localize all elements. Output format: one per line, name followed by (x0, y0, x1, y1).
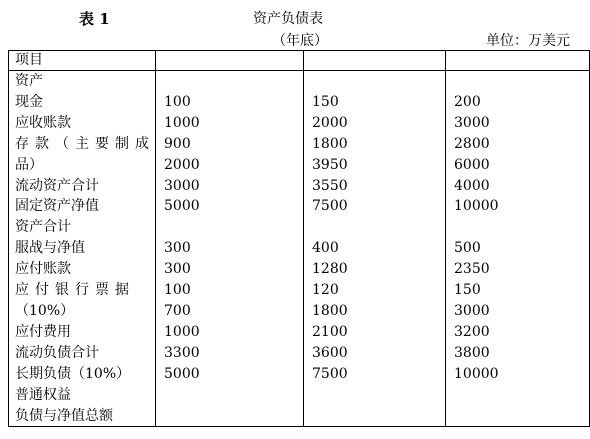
year-1-value-cell (156, 134, 304, 155)
year-1-value-cell (156, 385, 304, 406)
row-label-cell (9, 196, 156, 217)
value-text: 7500 (312, 365, 348, 382)
year-2-value-cell (304, 385, 446, 406)
table-row (9, 322, 590, 343)
balance-sheet-table (8, 50, 590, 427)
year-2-value-cell (304, 343, 446, 364)
value-text: 7500 (312, 198, 348, 215)
year-3-value-cell (446, 406, 590, 427)
year-2-value-cell (304, 364, 446, 385)
year-3-value-cell (446, 217, 590, 238)
value-text: 3000 (454, 302, 490, 319)
value-text: 1800 (312, 302, 348, 319)
row-label-text: 应收账款 (15, 114, 71, 131)
year-3-value-cell (446, 196, 590, 217)
value-text: 4000 (454, 177, 490, 194)
row-label-text: 资产合计 (15, 219, 71, 236)
year-1-value-cell (156, 343, 304, 364)
header-item-cell: 项目 (9, 51, 156, 71)
value-text: 10000 (454, 365, 499, 382)
year-2-value-cell (304, 259, 446, 280)
value-text: 900 (164, 135, 191, 152)
document-subtitle: （年底） (272, 33, 328, 49)
year-3-value-cell (446, 92, 590, 113)
year-1-value-cell (156, 217, 304, 238)
value-text: 3600 (312, 344, 348, 361)
year-1-value-cell (156, 259, 304, 280)
table-row (9, 155, 590, 176)
value-text: 2800 (454, 135, 490, 152)
row-label-text: 应付银行票据 (15, 282, 135, 299)
table-row (9, 259, 590, 280)
year-2-value-cell (304, 113, 446, 134)
year-2-value-cell (304, 155, 446, 176)
value-text: 400 (312, 240, 339, 257)
year-2-value-cell (304, 301, 446, 322)
year-3-value-cell (446, 322, 590, 343)
year-1-value-cell (156, 113, 304, 134)
value-text: 2350 (454, 261, 490, 278)
value-text: 1000 (164, 114, 200, 131)
value-text: 1280 (312, 261, 348, 278)
value-text: 1000 (164, 323, 200, 340)
year-2-value-cell (304, 71, 446, 92)
row-label-cell (9, 176, 156, 197)
year-1-value-cell (156, 364, 304, 385)
year-3-value-cell (446, 155, 590, 176)
table-row (9, 238, 590, 259)
row-label-cell (9, 71, 156, 92)
table-row (9, 113, 590, 134)
year-3-value-cell (446, 176, 590, 197)
year-1-value-cell (156, 322, 304, 343)
year-2-value-cell (304, 322, 446, 343)
year-1-value-cell (156, 92, 304, 113)
row-label-text: 应付账款 (15, 261, 71, 278)
table-row (9, 280, 590, 301)
value-text: 3550 (312, 177, 348, 194)
value-text: 120 (312, 282, 339, 299)
row-label-cell (9, 280, 156, 301)
row-label-text: 负债与净值总额 (15, 407, 113, 424)
value-text: 500 (454, 240, 481, 257)
value-text: 700 (164, 302, 191, 319)
year-1-value-cell (156, 196, 304, 217)
table-number-label: 表 1 (79, 10, 110, 28)
year-2-value-cell (304, 217, 446, 238)
year-2-value-cell (304, 176, 446, 197)
value-text: 2000 (312, 114, 348, 131)
row-label-cell (9, 134, 156, 155)
unit-label: 单位：万美元 (486, 33, 570, 49)
table-row (9, 343, 590, 364)
value-text: 3000 (454, 114, 490, 131)
year-3-value-cell (446, 71, 590, 92)
year-1-value-cell (156, 71, 304, 92)
year-3-value-cell (446, 385, 590, 406)
table-row (9, 92, 590, 113)
year-3-value-cell (446, 301, 590, 322)
value-text: 10000 (454, 198, 499, 215)
year-2-value-cell (304, 406, 446, 427)
year-1-value-cell (156, 301, 304, 322)
row-label-cell (9, 155, 156, 176)
value-text: 300 (164, 240, 191, 257)
table-row (9, 364, 590, 385)
table-row (9, 196, 590, 217)
row-label-text: 品） (15, 156, 43, 173)
year-2-value-cell (304, 280, 446, 301)
document-title: 资产负债表 (253, 11, 323, 27)
value-text: 300 (164, 261, 191, 278)
year-2-value-cell (304, 134, 446, 155)
value-text: 6000 (454, 156, 490, 173)
year-3-value-cell (446, 238, 590, 259)
year-2-value-cell (304, 196, 446, 217)
value-text: 2100 (312, 323, 348, 340)
year-3-value-cell (446, 364, 590, 385)
row-label-cell (9, 301, 156, 322)
row-label-cell (9, 238, 156, 259)
year-1-value-cell (156, 155, 304, 176)
row-label-cell (9, 406, 156, 427)
table-row (9, 301, 590, 322)
table-row (9, 176, 590, 197)
table-row (9, 385, 590, 406)
year-3-value-cell (446, 134, 590, 155)
year-3-value-cell (446, 113, 590, 134)
row-label-text: 固定资产净值 (15, 198, 99, 215)
year-1-value-cell (156, 280, 304, 301)
row-label-cell (9, 259, 156, 280)
row-label-text: 应付费用 (15, 323, 71, 340)
value-text: 5000 (164, 365, 200, 382)
row-label-text: 流动资产合计 (15, 177, 99, 194)
row-label-text: 流动负债合计 (15, 344, 99, 361)
year-2-value-cell (304, 92, 446, 113)
value-text: 150 (454, 282, 481, 299)
header-year-1-cell (156, 51, 304, 71)
value-text: 3300 (164, 344, 200, 361)
row-label-cell (9, 322, 156, 343)
value-text: 5000 (164, 198, 200, 215)
table-row (9, 71, 590, 92)
value-text: 1800 (312, 135, 348, 152)
header-year-2-cell (304, 51, 446, 71)
row-label-text: 普通权益 (15, 386, 71, 403)
row-label-cell (9, 364, 156, 385)
year-1-value-cell (156, 406, 304, 427)
value-text: 3950 (312, 156, 348, 173)
year-2-value-cell (304, 238, 446, 259)
value-text: 150 (312, 93, 339, 110)
table-header-row (9, 51, 590, 71)
header-year-3-cell (446, 51, 590, 71)
row-label-text: 服战与净值 (15, 240, 85, 257)
year-3-value-cell (446, 280, 590, 301)
value-text: 3800 (454, 344, 490, 361)
table-row (9, 406, 590, 427)
value-text: 2000 (164, 156, 200, 173)
year-1-value-cell (156, 238, 304, 259)
row-label-text: 现金 (15, 93, 43, 110)
value-text: 3200 (454, 323, 490, 340)
row-label-cell (9, 217, 156, 238)
table-row (9, 134, 590, 155)
row-label-text: 资产 (15, 73, 43, 89)
row-label-text: 长期负债（10%） (15, 365, 131, 382)
row-label-text: 存款（主要制成 (15, 135, 155, 152)
year-3-value-cell (446, 259, 590, 280)
year-1-value-cell (156, 176, 304, 197)
row-label-cell (9, 92, 156, 113)
value-text: 100 (164, 282, 191, 299)
value-text: 3000 (164, 177, 200, 194)
row-label-cell (9, 385, 156, 406)
year-3-value-cell (446, 343, 590, 364)
value-text: 100 (164, 93, 191, 110)
row-label-text: （10%） (15, 302, 75, 319)
value-text: 200 (454, 93, 481, 110)
row-label-cell (9, 113, 156, 134)
row-label-cell (9, 343, 156, 364)
balance-sheet-body (9, 51, 590, 427)
table-row (9, 217, 590, 238)
